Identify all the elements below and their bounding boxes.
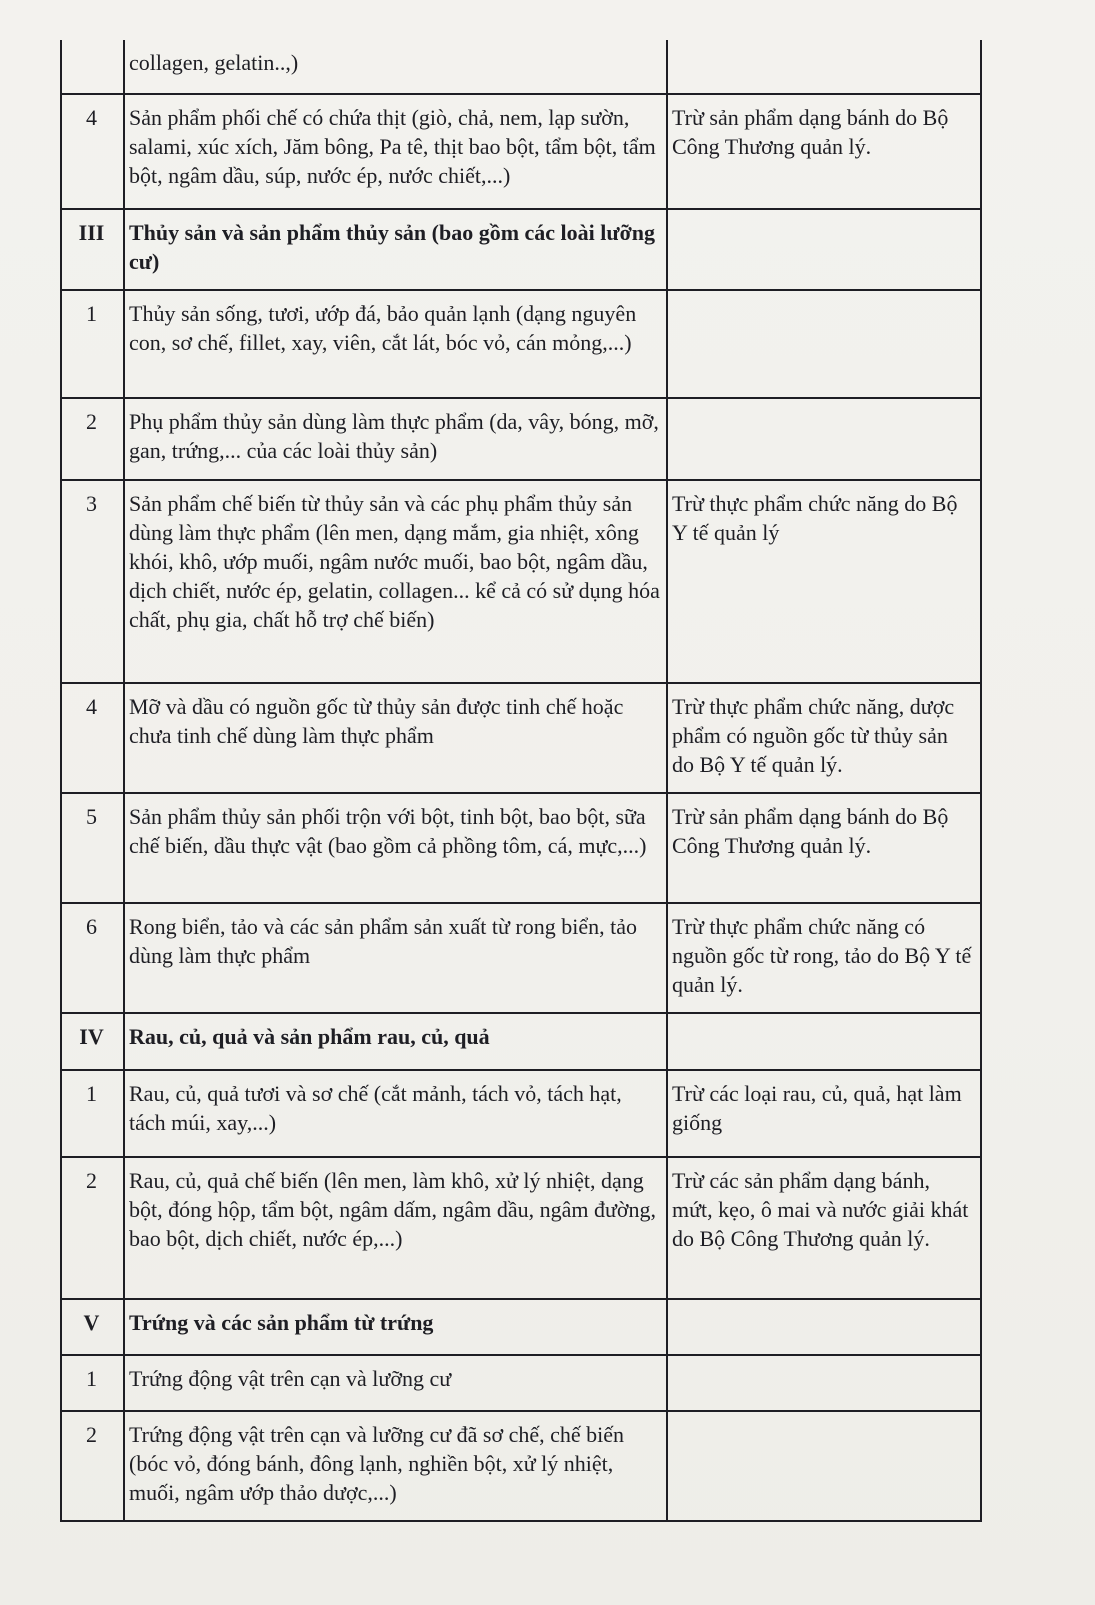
row-note [667, 1411, 981, 1521]
row-note [667, 290, 981, 398]
section-row [61, 209, 981, 290]
row-number: 3 [61, 480, 124, 683]
row-note [667, 1299, 981, 1355]
section-number: III [61, 209, 124, 290]
row-number: 1 [61, 290, 124, 398]
product-table [60, 40, 982, 1522]
row-description: Thủy sản sống, tươi, ướp đá, bảo quản lạnh (dạng nguyên con, sơ chế, fillet, xay, viên, cắt lát, bóc vỏ, cán mỏng,...) [124, 290, 667, 398]
section-row [61, 1013, 981, 1070]
row-description: Trứng động vật trên cạn và lưỡng cư [124, 1355, 667, 1411]
row-description: Rau, củ, quả chế biến (lên men, làm khô, xử lý nhiệt, dạng bột, đóng hộp, tẩm bột, ngâm dấm, ngâm dầu, ngâm đường, bao bột, dịch chiết, nước ép,...) [124, 1157, 667, 1299]
row-description: Sản phẩm phối chế có chứa thịt (giò, chả, nem, lạp sườn, salami, xúc xích, Jăm bông, Pa tê, thịt bao bột, tẩm bột, tẩm bột, ngâm dầu, súp, nước ép, nước chiết,...) [124, 94, 667, 209]
row-note: Trừ thực phẩm chức năng do Bộ Y tế quản lý [667, 480, 981, 683]
row-note: Trừ thực phẩm chức năng, dược phẩm có nguồn gốc từ thủy sản do Bộ Y tế quản lý. [667, 683, 981, 793]
row-number: 2 [61, 1157, 124, 1299]
section-number: IV [61, 1013, 124, 1070]
table-row [61, 40, 981, 94]
row-note [667, 209, 981, 290]
section-row [61, 1299, 981, 1355]
row-number [61, 40, 124, 94]
row-number: 1 [61, 1355, 124, 1411]
table-row [61, 903, 981, 1013]
table-row [61, 480, 981, 683]
row-number: 1 [61, 1070, 124, 1157]
row-description: Phụ phẩm thủy sản dùng làm thực phẩm (da, vây, bóng, mỡ, gan, trứng,... của các loài thủy sản) [124, 398, 667, 480]
table-row [61, 683, 981, 793]
table-row [61, 94, 981, 209]
row-note: Trừ các loại rau, củ, quả, hạt làm giống [667, 1070, 981, 1157]
row-note [667, 1355, 981, 1411]
table-row [61, 1157, 981, 1299]
row-note: Trừ sản phẩm dạng bánh do Bộ Công Thương quản lý. [667, 793, 981, 903]
table-row [61, 1411, 981, 1521]
table-row [61, 793, 981, 903]
row-description: Sản phẩm chế biến từ thủy sản và các phụ phẩm thủy sản dùng làm thực phẩm (lên men, dạng mắm, gia nhiệt, xông khói, khô, ướp muối, ngâm nước muối, bao bột, ngâm dầu, dịch chiết, nước ép, gelatin, collagen... kể cả có sử dụng hóa chất, phụ gia, chất hỗ trợ chế biến) [124, 480, 667, 683]
row-description: Trứng động vật trên cạn và lưỡng cư đã sơ chế, chế biến (bóc vỏ, đóng bánh, đông lạnh, nghiền bột, xử lý nhiệt, muối, ngâm ướp thảo dược,...) [124, 1411, 667, 1521]
row-number: 4 [61, 94, 124, 209]
row-description: Rong biển, tảo và các sản phẩm sản xuất từ rong biển, tảo dùng làm thực phẩm [124, 903, 667, 1013]
row-number: 4 [61, 683, 124, 793]
section-title: Thủy sản và sản phẩm thủy sản (bao gồm các loài lưỡng cư) [124, 209, 667, 290]
row-note: Trừ các sản phẩm dạng bánh, mứt, kẹo, ô mai và nước giải khát do Bộ Công Thương quản lý. [667, 1157, 981, 1299]
table-row [61, 398, 981, 480]
row-number: 2 [61, 1411, 124, 1521]
row-description: Mỡ và dầu có nguồn gốc từ thủy sản được tinh chế hoặc chưa tinh chế dùng làm thực phẩm [124, 683, 667, 793]
section-title: Trứng và các sản phẩm từ trứng [124, 1299, 667, 1355]
table-row [61, 290, 981, 398]
table-row [61, 1070, 981, 1157]
row-number: 5 [61, 793, 124, 903]
section-number: V [61, 1299, 124, 1355]
row-description: collagen, gelatin..,) [124, 40, 667, 94]
row-number: 6 [61, 903, 124, 1013]
table-row [61, 1355, 981, 1411]
row-note [667, 1013, 981, 1070]
row-note [667, 40, 981, 94]
row-description: Sản phẩm thủy sản phối trộn với bột, tinh bột, bao bột, sữa chế biến, dầu thực vật (bao gồm cả phồng tôm, cá, mực,...) [124, 793, 667, 903]
row-description: Rau, củ, quả tươi và sơ chế (cắt mảnh, tách vỏ, tách hạt, tách múi, xay,...) [124, 1070, 667, 1157]
row-number: 2 [61, 398, 124, 480]
row-note [667, 398, 981, 480]
row-note: Trừ thực phẩm chức năng có nguồn gốc từ rong, tảo do Bộ Y tế quản lý. [667, 903, 981, 1013]
section-title: Rau, củ, quả và sản phẩm rau, củ, quả [124, 1013, 667, 1070]
row-note: Trừ sản phẩm dạng bánh do Bộ Công Thương quản lý. [667, 94, 981, 209]
